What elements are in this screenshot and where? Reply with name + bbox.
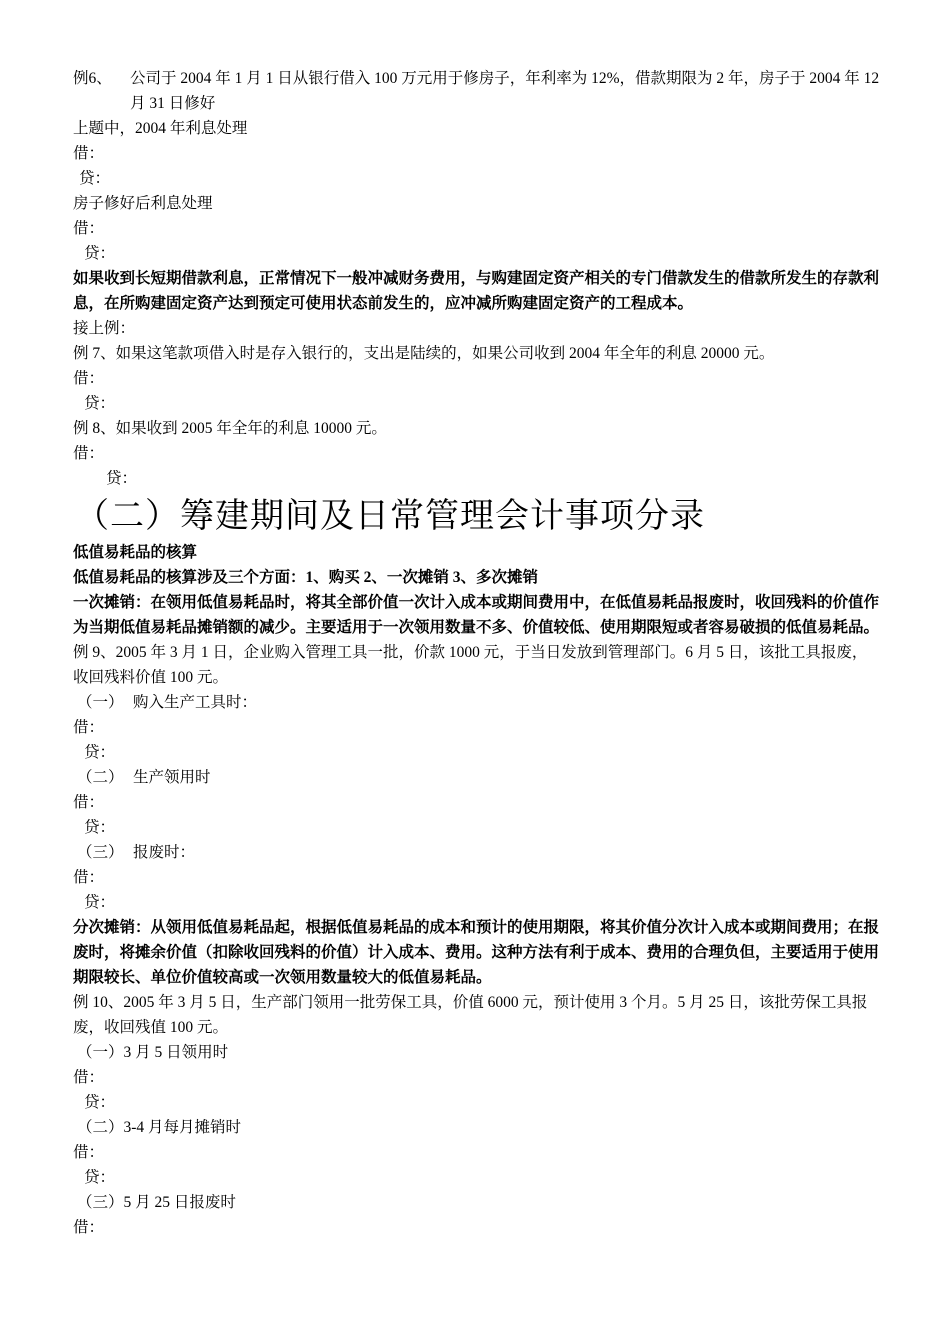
lvi-title: 低值易耗品的核算: [73, 544, 198, 561]
example-10-step: （二）3-4 月每月摊销时: [77, 1119, 242, 1136]
example-6-text: 公司于 2004 年 1 月 1 日从银行借入 100 万元用于修房子，年利率为 12%，借款期限为 2 年，房子于 2004 年 12 月 31 日修好: [130, 70, 880, 112]
example-10: 例 10、2005 年 3 月 5 日，生产部门领用一批劳保工具，价值 6000 元，预计使用 3 个月。5 月 25 日，该批劳保工具报废，收回残值 100 元。: [73, 994, 868, 1036]
interest-2004-heading: 上题中，2004 年利息处理: [73, 120, 248, 137]
debit-line: 借：: [73, 445, 105, 462]
step-number: （三）: [77, 844, 124, 861]
example-9-step: [73, 690, 880, 715]
step-text: 生产领用时: [133, 769, 211, 786]
debit-line: 借：: [73, 1219, 105, 1236]
step-number: （一）: [77, 694, 124, 711]
example-9-step: [73, 840, 880, 865]
multi-amortization-note: 分次摊销：从领用低值易耗品起，根据低值易耗品的成本和预计的使用期限，将其价值分次计入成本或期间费用；在报废时，将摊余价值（扣除收回残料的价值）计入成本、费用。这种方法有利于成本、费用的合理负但，主要适用于使用期限较长、单位价值较高或一次领用数量较大的低值易耗品。: [73, 919, 880, 986]
debit-line: 借：: [73, 1144, 105, 1161]
credit-line: 贷：: [84, 1169, 116, 1186]
credit-line: 贷：: [106, 470, 138, 487]
example-9: 例 9、2005 年 3 月 1 日，企业购入管理工具一批，价款 1000 元，于当日发放到管理部门。6 月 5 日，该批工具报废，收回残料价值 100 元。: [73, 644, 868, 686]
debit-line: 借：: [73, 1069, 105, 1086]
debit-line: 借：: [73, 370, 105, 387]
example-8: 例 8、如果收到 2005 年全年的利息 10000 元。: [73, 420, 387, 437]
one-time-amortization-note: 一次摊销：在领用低值易耗品时，将其全部价值一次计入成本或期间费用中，在低值易耗品报废时，收回残料的价值作为当期低值易耗品摊销额的减少。主要适用于一次领用数量不多、价值较低、使用期限短或者容易破损的低值易耗品。: [73, 594, 880, 636]
debit-line: 借：: [73, 719, 105, 736]
credit-line: 贷：: [84, 1094, 116, 1111]
debit-line: 借：: [73, 869, 105, 886]
lvi-aspects: 低值易耗品的核算涉及三个方面：1、购买 2、一次摊销 3、多次摊销: [73, 569, 539, 586]
example-7: 例 7、如果这笔款项借入时是存入银行的，支出是陆续的，如果公司收到 2004 年全年的利息 20000 元。: [73, 345, 775, 362]
example-6: [73, 66, 880, 116]
credit-line: 贷：: [84, 395, 116, 412]
credit-line: 贷：: [84, 894, 116, 911]
example-10-step: （三）5 月 25 日报废时: [77, 1194, 236, 1211]
example-6-label: 例6、: [73, 70, 112, 87]
continue-label: 接上例：: [73, 320, 136, 337]
interest-income-note: 如果收到长短期借款利息，正常情况下一般冲减财务费用，与购建固定资产相关的专门借款发生的借款所发生的存款利息，在所购建固定资产达到预定可使用状态前发生的，应冲减所购建固定资产的工程成本。: [73, 270, 880, 312]
after-repair-heading: 房子修好后利息处理: [73, 195, 213, 212]
credit-line: 贷：: [84, 245, 116, 262]
debit-line: 借：: [73, 145, 105, 162]
example-10-step: （一）3 月 5 日领用时: [77, 1044, 229, 1061]
step-text: 购入生产工具时：: [133, 694, 258, 711]
example-9-step: [73, 765, 880, 790]
debit-line: 借：: [73, 220, 105, 237]
step-text: 报废时：: [133, 844, 196, 861]
credit-line: 贷：: [79, 170, 111, 187]
debit-line: 借：: [73, 794, 105, 811]
section-heading: （二）筹建期间及日常管理会计事项分录: [75, 496, 705, 536]
credit-line: 贷：: [84, 819, 116, 836]
credit-line: 贷：: [84, 744, 116, 761]
step-number: （二）: [77, 769, 124, 786]
